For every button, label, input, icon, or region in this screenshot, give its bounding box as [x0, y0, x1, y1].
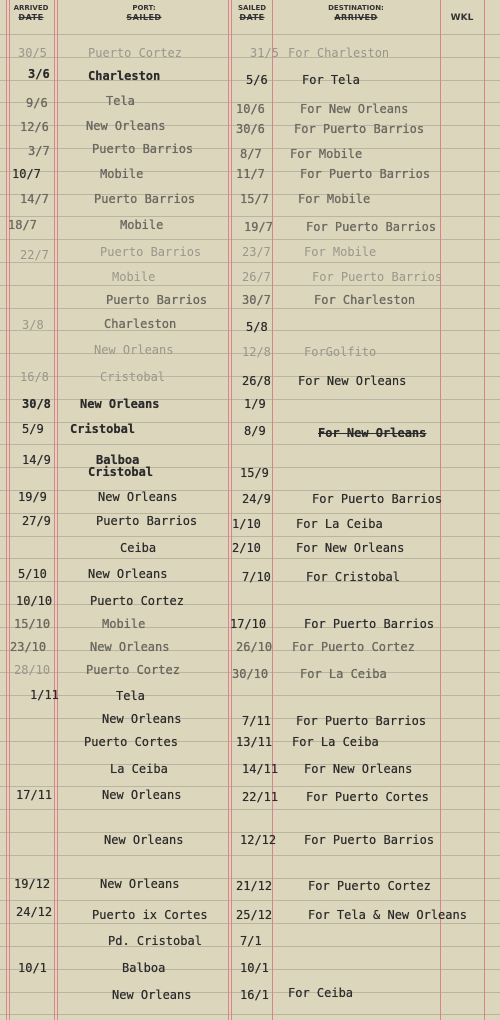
ruled-line: [0, 34, 500, 35]
row-sailed: 10/6: [236, 102, 265, 116]
row-port: Mobile: [100, 167, 144, 181]
row-sailed: 26/7: [242, 270, 271, 284]
row-arrived: 17/11: [16, 788, 53, 802]
row-destination: For La Ceiba: [292, 735, 379, 749]
row-port: New Orleans: [88, 567, 168, 581]
row-port: Puerto Cortez: [90, 594, 184, 608]
row-arrived: 18/7: [8, 218, 37, 232]
row-arrived: 28/10: [14, 663, 51, 677]
row-port: Mobile: [102, 617, 146, 631]
row-destination: For Puerto Barrios: [306, 220, 437, 234]
row-sailed: 2/10: [232, 541, 261, 555]
row-sailed: 12/12: [240, 833, 277, 847]
row-sailed: 8/9: [244, 424, 266, 438]
row-port: New Orleans: [104, 833, 184, 847]
row-arrived: 22/7: [20, 248, 49, 262]
ruled-line: [0, 262, 500, 263]
row-destination: For Mobile: [298, 192, 371, 206]
row-port: New Orleans: [102, 788, 182, 802]
ruled-line: [0, 900, 500, 901]
row-destination-struck: For New Orleans: [318, 426, 427, 440]
row-sailed: 31/5: [250, 46, 279, 60]
row-port: New Orleans: [90, 640, 170, 654]
row-port: Mobile: [112, 270, 156, 284]
row-arrived: 16/8: [20, 370, 49, 384]
row-port: Charleston: [104, 317, 177, 331]
row-sailed: 5/8: [246, 320, 268, 334]
ruled-line: [0, 308, 500, 309]
red-rule-left: [6, 0, 10, 1020]
row-arrived: 3/6: [28, 67, 50, 81]
row-sailed: 22/11: [242, 790, 279, 804]
row-sailed: 5/6: [246, 73, 268, 87]
ruled-line: [0, 536, 500, 537]
ruled-line: [0, 513, 500, 514]
row-sailed: 23/7: [242, 245, 271, 259]
row-port: New Orleans: [80, 397, 160, 411]
row-port: Pd. Cristobal: [108, 934, 202, 948]
row-destination: For Puerto Barrios: [294, 122, 425, 136]
header-sailed-bottom: DATE: [239, 13, 265, 22]
row-destination: For Puerto Barrios: [304, 617, 435, 631]
row-port: New Orleans: [86, 119, 166, 133]
row-destination: For New Orleans: [296, 541, 405, 555]
row-sailed: 17/10: [230, 617, 267, 631]
row-port: Ceiba: [120, 541, 157, 555]
ruled-line: [0, 604, 500, 605]
ruled-line: [0, 558, 500, 559]
header-port: [60, 4, 228, 22]
row-destination: For Charleston: [288, 46, 390, 60]
row-sailed: 26/10: [236, 640, 273, 654]
header-wkl: [442, 14, 482, 23]
header-destination-bottom: ARRIVED: [334, 13, 378, 22]
ruled-line: [0, 239, 500, 240]
row-arrived: 24/12: [16, 905, 53, 919]
row-arrived: 10/7: [12, 167, 41, 181]
row-sailed: 1/10: [232, 517, 261, 531]
ruled-line: [0, 490, 500, 491]
row-port: Charleston: [88, 69, 161, 83]
row-arrived: 14/9: [22, 453, 51, 467]
row-destination: For La Ceiba: [296, 517, 383, 531]
header-destination: [274, 4, 438, 22]
row-port: Mobile: [120, 218, 164, 232]
row-sailed: 12/8: [242, 345, 271, 359]
row-destination: For Puerto Cortez: [292, 640, 415, 654]
row-destination: For Puerto Barrios: [304, 833, 435, 847]
row-port: Puerto Barrios: [106, 293, 208, 307]
row-port: Tela: [116, 689, 145, 703]
row-sailed: 21/12: [236, 879, 273, 893]
row-destination: For Mobile: [304, 245, 377, 259]
row-port: Cristobal: [70, 422, 136, 436]
row-destination: For New Orleans: [300, 102, 409, 116]
row-port: New Orleans: [112, 988, 192, 1002]
row-sailed: 11/7: [236, 167, 265, 181]
row-arrived: 15/10: [14, 617, 51, 631]
ruled-line: [0, 855, 500, 856]
row-destination: For Cristobal: [306, 570, 400, 584]
header-destination-top: DESTINATION:: [328, 4, 384, 12]
row-arrived: 1/11: [30, 688, 59, 702]
row-sailed: 15/9: [240, 466, 269, 480]
row-sailed: 7/11: [242, 714, 271, 728]
red-rule-right: [484, 0, 485, 1020]
row-destination: For Puerto Barrios: [300, 167, 431, 181]
row-arrived: 3/7: [28, 144, 50, 158]
header-arrived-top: ARRIVED: [13, 4, 49, 12]
red-rule-arrived: [54, 0, 58, 1020]
row-destination: For Tela: [302, 73, 360, 87]
ruled-line: [0, 786, 500, 787]
row-port: Puerto Cortes: [84, 735, 178, 749]
row-sailed: 7/1: [240, 934, 262, 948]
row-arrived: 12/6: [20, 120, 49, 134]
ruled-line: [0, 695, 500, 696]
row-destination: For Puerto Cortes: [306, 790, 429, 804]
row-arrived: 30/5: [18, 46, 47, 60]
header-sailed: [232, 4, 272, 22]
ruled-line: [0, 444, 500, 445]
row-destination: For Puerto Barrios: [312, 492, 443, 506]
header-arrived-bottom: DATE: [18, 13, 44, 22]
row-destination: For Charleston: [314, 293, 416, 307]
row-destination: For Ceiba: [288, 986, 354, 1000]
ruled-line: [0, 809, 500, 810]
row-sailed: 15/7: [240, 192, 269, 206]
row-port: Tela: [106, 94, 135, 108]
row-port: New Orleans: [98, 490, 178, 504]
row-port: Puerto Cortez: [88, 46, 182, 60]
row-sailed: 14/11: [242, 762, 279, 776]
ruled-line: [0, 216, 500, 217]
row-port: New Orleans: [94, 343, 174, 357]
row-port: New Orleans: [100, 877, 180, 891]
row-port: La Ceiba: [110, 762, 168, 776]
row-port: Puerto Barrios: [94, 192, 196, 206]
row-destination: For New Orleans: [298, 374, 407, 388]
header-wkl-label: WKL: [450, 13, 474, 23]
row-port: Puerto Cortez: [86, 663, 180, 677]
row-arrived: 14/7: [20, 192, 49, 206]
row-arrived: 19/9: [18, 490, 47, 504]
row-arrived: 10/1: [18, 961, 47, 975]
row-port: Puerto Barrios: [96, 514, 198, 528]
row-port: Cristobal: [88, 465, 154, 479]
header-port-top: PORT:: [132, 4, 156, 12]
red-rule-sailed: [272, 0, 273, 1020]
row-arrived: 10/10: [16, 594, 53, 608]
ruled-line: [0, 1014, 500, 1015]
header-arrived: [8, 4, 54, 22]
row-sailed: 7/10: [242, 570, 271, 584]
row-sailed: 30/7: [242, 293, 271, 307]
row-port: Puerto ix Cortes: [92, 908, 208, 922]
row-arrived: 5/10: [18, 567, 47, 581]
row-destination: For Puerto Barrios: [296, 714, 427, 728]
row-destination: For Mobile: [290, 147, 363, 161]
row-sailed: 25/12: [236, 908, 273, 922]
header-port-bottom: SAILED: [126, 13, 162, 22]
row-sailed: 1/9: [244, 397, 266, 411]
ruled-line: [0, 923, 500, 924]
row-arrived: 27/9: [22, 514, 51, 528]
row-sailed: 30/10: [232, 667, 269, 681]
row-arrived: 3/8: [22, 318, 44, 332]
header-sailed-top: SAILED: [237, 4, 267, 12]
row-port: New Orleans: [102, 712, 182, 726]
row-port: Balboa: [96, 453, 140, 467]
red-rule-port: [228, 0, 232, 1020]
row-destination: For Puerto Barrios: [312, 270, 443, 284]
row-destination: For New Orleans: [304, 762, 413, 776]
row-arrived: 30/8: [22, 397, 51, 411]
row-port: Puerto Barrios: [100, 245, 202, 259]
row-destination: For La Ceiba: [300, 667, 387, 681]
row-arrived: 19/12: [14, 877, 51, 891]
row-sailed: 30/6: [236, 122, 265, 136]
row-sailed: 26/8: [242, 374, 271, 388]
row-arrived: 23/10: [10, 640, 47, 654]
row-destination: For Puerto Cortez: [308, 879, 431, 893]
ruled-line: [0, 285, 500, 286]
row-sailed: 19/7: [244, 220, 273, 234]
row-destination: ForGolfito: [304, 345, 377, 359]
row-sailed: 13/11: [236, 735, 273, 749]
row-sailed: 24/9: [242, 492, 271, 506]
row-sailed: 10/1: [240, 961, 269, 975]
row-port: Puerto Barrios: [92, 142, 194, 156]
row-destination: For Tela & New Orleans: [308, 908, 467, 922]
row-arrived: 5/9: [22, 422, 44, 436]
row-port: Balboa: [122, 961, 166, 975]
row-sailed: 16/1: [240, 988, 269, 1002]
red-rule-dest: [440, 0, 441, 1020]
row-port: Cristobal: [100, 370, 166, 384]
row-sailed: 8/7: [240, 147, 262, 161]
row-arrived: 9/6: [26, 96, 48, 110]
